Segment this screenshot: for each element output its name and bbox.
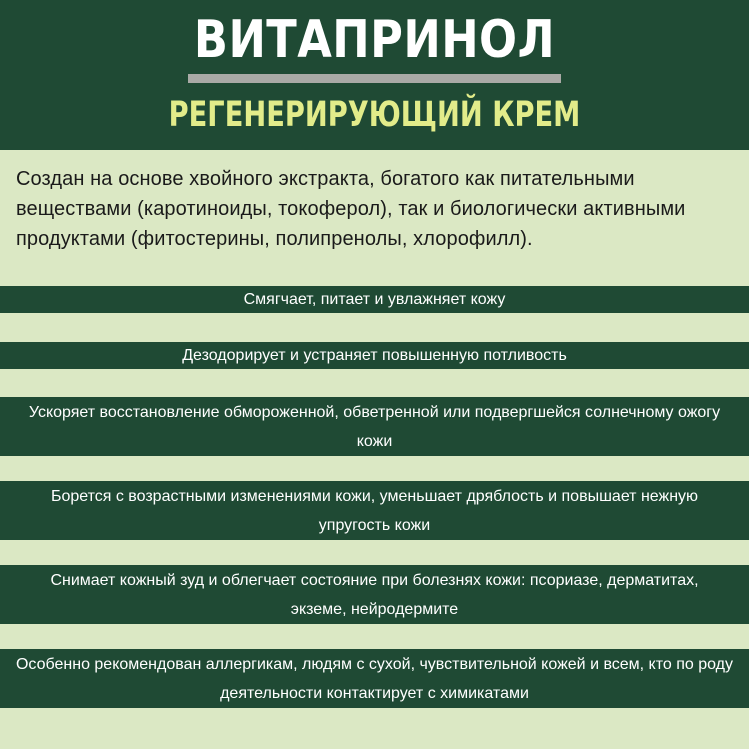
benefit-text: Снимает кожный зуд и облегчает состояние при болезнях кожи: псориазе, дерматитах, экземе, нейродермите (50, 571, 699, 618)
benefit-band (0, 342, 749, 369)
page-subtitle: РЕГЕНЕРИРУЮЩИЙ КРЕМ (168, 95, 581, 135)
benefit-text: Ускоряет восстановление обмороженной, обветренной или подвергшейся солнечному ожогу кожи (28, 403, 721, 450)
title-underline (188, 74, 561, 83)
benefit-text: Особенно рекомендован аллергикам, людям с сухой, чувствительной кожей и всем, кто по роду деятельности контактирует с химикатами (15, 655, 734, 702)
intro-paragraph: Создан на основе хвойного экстракта, богатого как питательными веществами (каротиноиды, токоферол), так и биологически активными продуктами (фитостерины, полипренолы, хлорофилл). (16, 168, 686, 250)
page-title: ВИТАПРИНОЛ (193, 10, 556, 70)
benefit-band (0, 481, 749, 540)
benefit-band (0, 397, 749, 456)
benefit-text: Смягчает, питает и увлажняет кожу (243, 291, 506, 308)
benefit-band (0, 649, 749, 708)
benefit-band (0, 286, 749, 313)
benefit-text: Дезодорирует и устраняет повышенную потливость (182, 347, 567, 364)
benefit-text: Борется с возрастными изменениями кожи, уменьшает дряблость и повышает нежную упругость кожи (50, 487, 699, 534)
header-banner (0, 0, 749, 150)
benefit-band (0, 565, 749, 624)
